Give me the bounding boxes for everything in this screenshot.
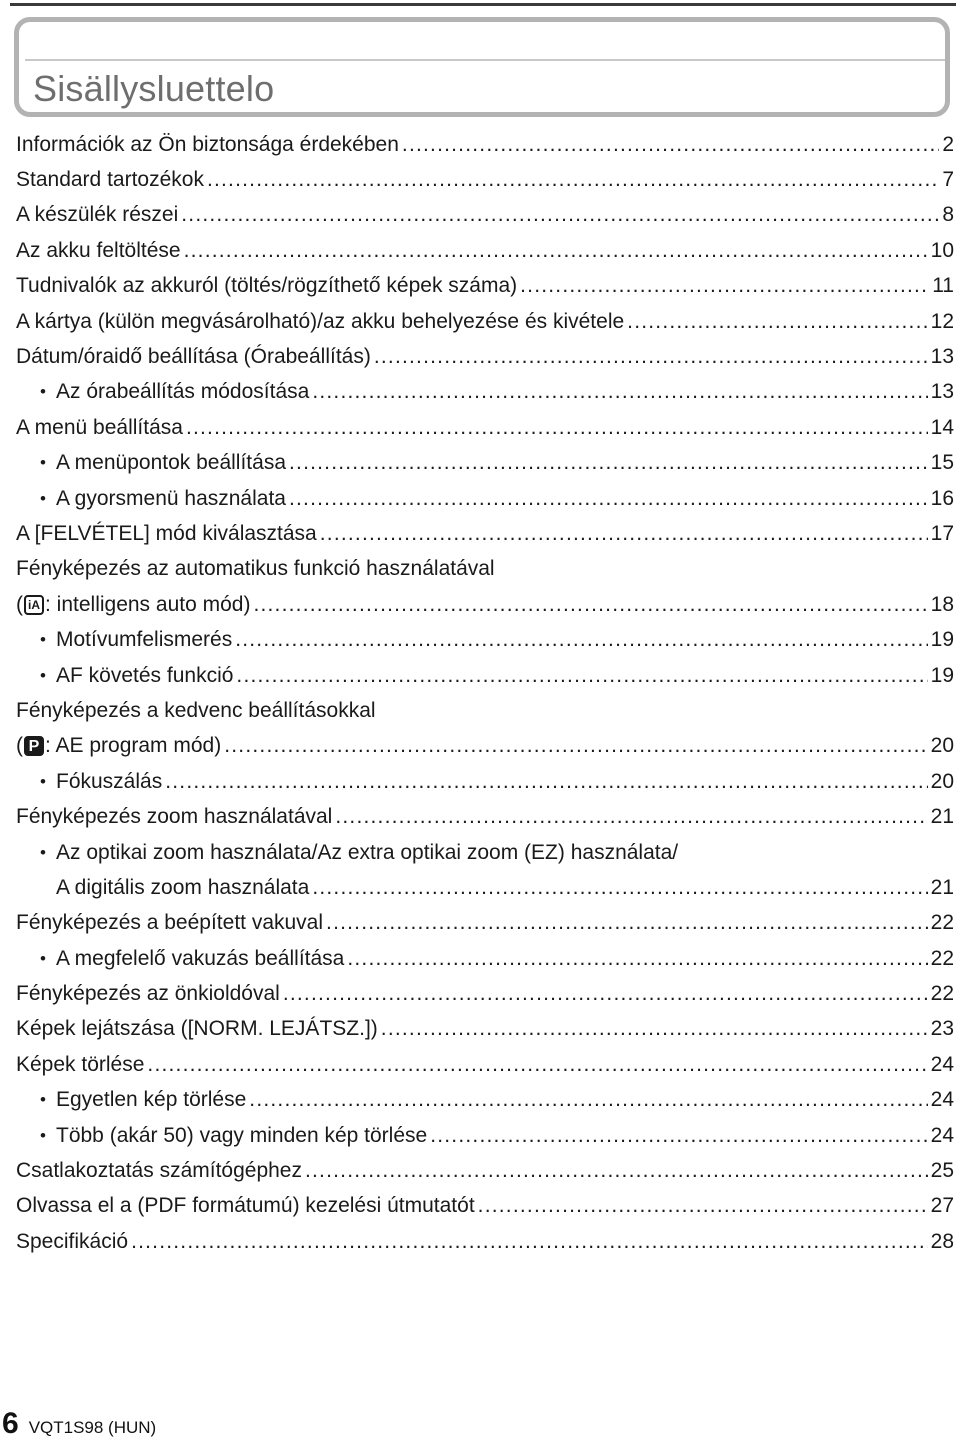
dot-leader [186,416,928,440]
toc-entry-title [16,699,376,723]
dot-leader [312,380,927,404]
toc-page-number: 13 [930,345,954,369]
bullet-icon: • [40,948,46,968]
dot-leader [320,522,928,546]
toc-entry[interactable] [16,516,954,551]
toc-entry[interactable] [16,233,954,268]
toc-entry-text: Olvassa el a (PDF formátumú) kezelési útmutatót [16,1194,475,1218]
dot-leader [131,1230,928,1254]
toc-page-number: 23 [930,1017,954,1041]
toc-entry-title [56,664,233,688]
dot-leader [627,310,927,334]
page-footer [2,1407,156,1441]
intelligent-auto-mode-icon: iA [24,595,44,615]
dot-leader [478,1194,928,1218]
toc-entry-text: AF követés funkció [56,663,234,687]
toc-page-number: 22 [930,982,954,1006]
toc-entry-title [16,1159,302,1183]
toc-entry-text: Dátum/óraidő beállítása (Órabeállítás) [16,345,371,369]
dot-leader [147,1053,927,1077]
toc-entry-text: A kártya (külön megvásárolható)/az akku behelyezése és kivétele [16,309,625,333]
dot-leader [165,770,927,794]
toc-entry[interactable] [16,127,954,162]
toc-entry[interactable] [16,1047,954,1082]
dot-leader [184,239,928,263]
toc-entry-title [56,451,286,475]
toc-entry[interactable] [16,162,954,197]
toc-entry-text: Több (akár 50) vagy minden kép törlése [56,1123,428,1147]
toc-entry-title [16,1053,144,1077]
footer-page-number: 6 [2,1407,19,1440]
toc-entry[interactable] [16,764,954,799]
toc-entry-prefix: ( [16,734,23,758]
dot-leader [326,911,928,935]
toc-entry[interactable] [16,1189,954,1224]
toc-entry[interactable] [16,658,954,693]
toc-entry-title [16,593,250,617]
toc-entry[interactable] [16,1118,954,1153]
toc-page-number: 10 [930,238,954,262]
dot-leader [335,805,927,829]
toc-entry[interactable] [16,410,954,445]
toc-entry-title [16,911,323,935]
toc-entry-title [56,770,162,794]
toc-entry-title [56,628,232,652]
dot-leader [235,628,927,652]
dot-leader [305,1159,928,1183]
toc-page-number: 24 [930,1052,954,1076]
toc-entry-text: Egyetlen kép törlése [56,1088,247,1112]
table-of-contents [16,127,954,1260]
toc-page-number: 22 [930,946,954,970]
toc-entry-title [56,841,678,865]
toc-entry-title [56,380,309,404]
dot-leader [224,734,927,758]
toc-entry-title [56,1088,246,1112]
bullet-icon: • [40,453,46,473]
dot-leader [381,1017,928,1041]
toc-page-number: 25 [930,1159,954,1183]
toc-page-number: 27 [930,1194,954,1218]
dot-leader [430,1124,927,1148]
toc-entry-text: A digitális zoom használata [56,875,310,899]
bullet-icon: • [40,665,46,685]
toc-page-number: 20 [930,734,954,758]
toc-entry-text: Standard tartozékok [16,168,204,192]
toc-entry-title [16,1017,378,1041]
bullet-icon: • [40,842,46,862]
dot-leader [520,274,929,298]
bullet-icon: • [40,1090,46,1110]
toc-entry-text: Motívumfelismerés [56,628,233,652]
toc-entry-title [16,1230,128,1254]
toc-page-number: 15 [930,451,954,475]
toc-page-number: 7 [942,168,954,192]
toc-entry-title [56,947,344,971]
bullet-icon: • [40,630,46,650]
toc-entry[interactable] [16,552,954,587]
dot-leader [312,876,927,900]
toc-page-number: 19 [930,628,954,652]
toc-entry-text: A [FELVÉTEL] mód kiválasztása [16,521,317,545]
program-ae-mode-icon: P [24,736,44,756]
toc-entry-title [56,1124,427,1148]
dot-leader [181,203,939,227]
toc-entry[interactable] [16,446,954,481]
toc-entry-title [16,345,371,369]
dot-leader [249,1088,927,1112]
toc-entry-title [16,734,221,758]
toc-entry-title [16,557,495,581]
toc-entry-text: Fényképezés zoom használatával [16,805,333,829]
toc-entry-text: Képek lejátszása ([NORM. LEJÁTSZ.]) [16,1017,378,1041]
toc-entry[interactable] [16,1153,954,1188]
page-title: Sisällysluettelo [33,68,275,109]
toc-entry[interactable] [16,1224,954,1259]
toc-entry-title [16,133,399,157]
toc-page-number: 21 [930,805,954,829]
toc-entry-text: Képek törlése [16,1052,145,1076]
toc-page-number: 2 [942,132,954,156]
toc-entry-prefix: ( [16,592,23,616]
toc-entry[interactable] [16,339,954,374]
toc-page-number: 24 [930,1123,954,1147]
toc-entry[interactable] [16,304,954,339]
toc-entry-title [16,168,204,192]
toc-entry-text: Fényképezés az önkioldóval [16,982,280,1006]
toc-page-number: 28 [930,1229,954,1253]
toc-entry-text: Specifikáció [16,1229,129,1253]
toc-page-number: 18 [930,592,954,616]
toc-entry-text: Információk az Ön biztonsága érdekében [16,132,399,156]
toc-entry[interactable] [16,870,954,905]
toc-page-number: 19 [930,663,954,687]
toc-page-number: 21 [930,875,954,899]
dot-leader [347,947,927,971]
toc-entry[interactable] [16,941,954,976]
dot-leader [283,982,928,1006]
toc-page-number: 24 [930,1088,954,1112]
toc-entry-title [16,522,317,546]
dot-leader [402,133,939,157]
dot-leader [374,345,928,369]
toc-entry-text: : intelligens auto mód) [45,592,251,616]
toc-entry-title [16,239,181,263]
toc-page-number: 16 [930,486,954,510]
dot-leader [289,451,928,475]
toc-entry-text: Fényképezés az automatikus funkció használatával [16,557,495,581]
dot-leader [253,593,927,617]
toc-entry-text: Fókuszálás [56,769,163,793]
toc-entry-title [16,416,183,440]
toc-entry[interactable] [16,729,954,764]
toc-entry-text: A megfelelő vakuzás beállítása [56,946,345,970]
toc-entry-title [16,274,517,298]
toc-entry-text: : AE program mód) [45,734,222,758]
bullet-icon: • [40,382,46,402]
bullet-icon: • [40,771,46,791]
toc-entry-title [16,310,624,334]
toc-entry-title [56,876,309,900]
toc-entry-title [16,805,332,829]
title-box [14,17,950,117]
toc-entry[interactable] [16,198,954,233]
toc-entry-text: Tudnivalók az akkuról (töltés/rögzíthető képek száma) [16,274,518,298]
toc-entry-title [16,1194,475,1218]
toc-entry[interactable] [16,693,954,728]
toc-entry-text: Az optikai zoom használata/Az extra optikai zoom (EZ) használata/ [56,840,679,864]
toc-page-number: 13 [930,380,954,404]
toc-page-number: 20 [930,769,954,793]
toc-entry[interactable] [16,269,954,304]
top-rule [10,3,956,6]
toc-entry-text: Fényképezés a kedvenc beállításokkal [16,698,376,722]
toc-entry[interactable] [16,799,954,834]
toc-page-number: 12 [930,309,954,333]
bullet-icon: • [40,488,46,508]
dot-leader [289,487,928,511]
toc-page-number: 11 [932,274,954,298]
toc-entry[interactable] [16,1083,954,1118]
dot-leader [236,664,927,688]
toc-entry-text: Az akku feltöltése [16,238,181,262]
toc-entry-text: A készülék részei [16,203,179,227]
toc-page-number: 8 [942,203,954,227]
toc-entry-text: Fényképezés a beépített vakuval [16,911,324,935]
toc-entry-title [16,982,280,1006]
toc-entry[interactable] [16,481,954,516]
toc-entry-text: A menü beállítása [16,415,183,439]
toc-entry[interactable] [16,906,954,941]
title-box-divider [25,59,945,61]
toc-page-number: 14 [930,415,954,439]
toc-entry[interactable] [16,622,954,657]
toc-entry-title [56,487,286,511]
bullet-icon: • [40,1125,46,1145]
toc-entry-text: A menüpontok beállítása [56,451,286,475]
toc-entry-text: Csatlakoztatás számítógéphez [16,1159,302,1183]
footer-doc-code: VQT1S98 (HUN) [28,1418,157,1437]
toc-page-number: 22 [930,911,954,935]
toc-entry[interactable] [16,1012,954,1047]
dot-leader [207,168,939,192]
toc-entry[interactable] [16,835,954,870]
toc-entry-text: Az órabeállítás módosítása [56,380,310,404]
toc-entry-title [16,203,178,227]
toc-entry[interactable] [16,587,954,622]
toc-page-number: 17 [930,521,954,545]
toc-entry-text: A gyorsmenü használata [56,486,286,510]
toc-entry[interactable] [16,375,954,410]
toc-entry[interactable] [16,976,954,1011]
